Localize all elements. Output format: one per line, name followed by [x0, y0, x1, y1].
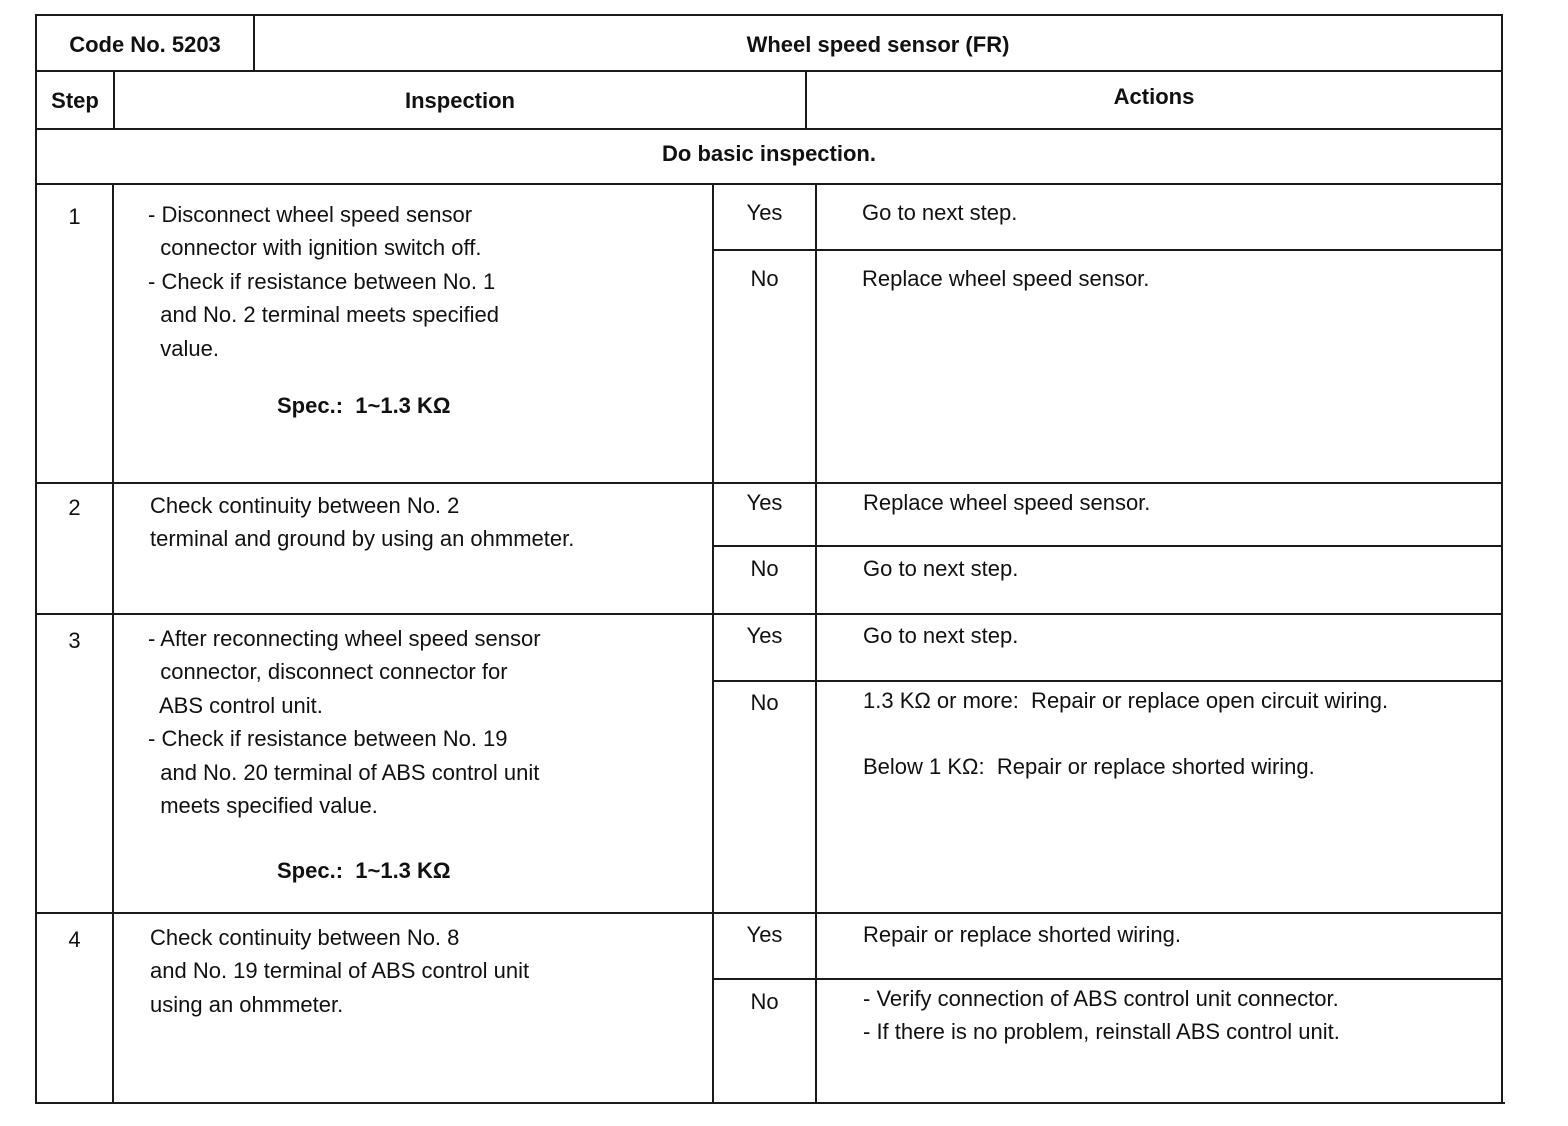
banner-basic-inspection: Do basic inspection. — [662, 141, 876, 166]
step-number: 2 — [68, 495, 81, 520]
spec-value: Spec.: 1~1.3 KΩ — [277, 858, 451, 883]
inspection-line: - After reconnecting wheel speed sensor — [148, 626, 541, 651]
inspection-line: ABS control unit. — [148, 693, 323, 718]
yes-action: Repair or replace shorted wiring. — [863, 922, 1181, 947]
no-action: - Verify connection of ABS control unit connector. — [863, 986, 1339, 1011]
inspection-line: and No. 20 terminal of ABS control unit — [148, 760, 540, 785]
inspection-line: - Check if resistance between No. 19 — [148, 726, 508, 751]
no-action: 1.3 KΩ or more: Repair or replace open circuit wiring. — [863, 688, 1389, 713]
inspection-line: value. — [148, 336, 219, 361]
no-action: Replace wheel speed sensor. — [862, 266, 1150, 291]
inspection-line: Check continuity between No. 2 — [150, 493, 460, 518]
yes-action: Go to next step. — [863, 623, 1019, 648]
column-header-step: Step — [51, 88, 99, 113]
inspection-line: meets specified value. — [148, 793, 378, 818]
yes-label: Yes — [746, 623, 783, 648]
inspection-line: connector, disconnect connector for — [148, 659, 508, 684]
inspection-line: - Check if resistance between No. 1 — [148, 269, 496, 294]
code-number: Code No. 5203 — [69, 32, 221, 57]
yes-label: Yes — [746, 490, 783, 515]
inspection-line: connector with ignition switch off. — [148, 235, 482, 260]
column-header-inspection: Inspection — [404, 88, 515, 113]
inspection-line: and No. 19 terminal of ABS control unit — [150, 958, 530, 983]
yes-label: Yes — [746, 200, 783, 225]
no-label: No — [750, 266, 779, 291]
step-number: 1 — [68, 204, 81, 229]
inspection-line: - Disconnect wheel speed sensor — [148, 202, 473, 227]
page-title: Wheel speed sensor (FR) — [746, 32, 1010, 57]
no-action: Below 1 KΩ: Repair or replace shorted wiring. — [863, 754, 1315, 779]
inspection-line: terminal and ground by using an ohmmeter. — [150, 526, 575, 551]
no-label: No — [750, 556, 779, 581]
no-action: - If there is no problem, reinstall ABS control unit. — [863, 1019, 1340, 1044]
inspection-line: and No. 2 terminal meets specified — [148, 302, 499, 327]
yes-action: Replace wheel speed sensor. — [863, 490, 1151, 515]
yes-label: Yes — [746, 922, 783, 947]
step-number: 3 — [68, 628, 81, 653]
spec-value: Spec.: 1~1.3 KΩ — [277, 393, 451, 418]
inspection-line: Check continuity between No. 8 — [150, 925, 460, 950]
no-label: No — [750, 989, 779, 1014]
no-action: Go to next step. — [863, 556, 1019, 581]
no-label: No — [750, 690, 779, 715]
inspection-line: using an ohmmeter. — [150, 992, 344, 1017]
yes-action: Go to next step. — [862, 200, 1018, 225]
column-header-actions: Actions — [1113, 84, 1195, 109]
step-number: 4 — [68, 927, 81, 952]
